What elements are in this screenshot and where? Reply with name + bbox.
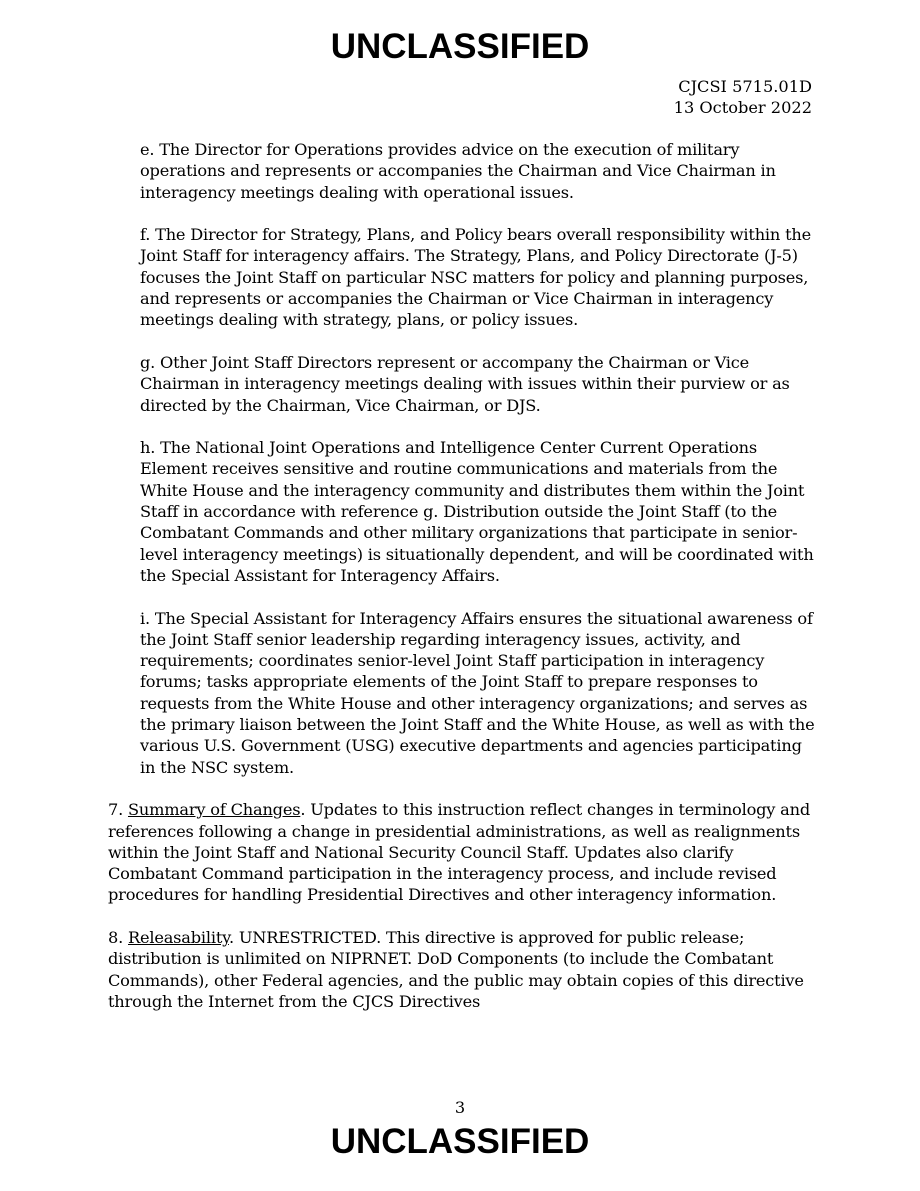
classification-banner-top: UNCLASSIFIED — [330, 27, 590, 66]
section-8-releasability — [108, 927, 820, 1012]
section-8-text: . UNRESTRICTED. This directive is approved for public release; distribution is unlimited on NIPRNET. DoD Components (to include the Combatant Commands), other Federal agencies, and the public may obtain copies of this directive through the Internet from the CJCS Directives — [108, 927, 804, 1011]
section-8-title: Releasability — [128, 927, 229, 947]
paragraph-e: e. The Director for Operations provides advice on the execution of military operations and represents or accompanies the Chairman and Vice Chairman in interagency meetings dealing with operational issues. — [140, 140, 776, 202]
section-7-summary-of-changes — [108, 799, 820, 905]
paragraph-f: f. The Director for Strategy, Plans, and Policy bears overall responsibility within the Joint Staff for interagency affairs. The Strategy, Plans, and Policy Directorate (J-5) focuses the Joint Staff on particular NSC matters for policy and planning purposes, and represents or accompanies the Chairman or Vice Chairman in interagency meetings dealing with strategy, plans, or policy issues. — [140, 225, 811, 330]
document-number: CJCSI 5715.01D — [678, 77, 812, 96]
classification-banner-bottom: UNCLASSIFIED — [330, 1122, 590, 1161]
paragraph-h: h. The National Joint Operations and Intelligence Center Current Operations Element receives sensitive and routine communications and materials from the White House and the interagency community and distributes them within the Joint Staff in accordance with reference g. Distribution outside the Joint Staff (to the Combatant Commands and other military organizations that participate in senior-level interagency meetings) is situationally dependent, and will be coordinated with the Special Assistant for Interagency Affairs. — [140, 438, 814, 585]
paragraph-i: i. The Special Assistant for Interagency Affairs ensures the situational awareness of the Joint Staff senior leadership regarding interagency issues, activity, and requirements; coordinates senior-level Joint Staff participation in interagency forums; tasks appropriate elements of the Joint Staff to prepare responses to requests from the White House and other interagency organizations; and serves as the primary liaison between the Joint Staff and the White House, as well as with the various U.S. Government (USG) executive departments and agencies participating in the NSC system. — [140, 608, 815, 777]
paragraph-g: g. Other Joint Staff Directors represent or accompany the Chairman or Vice Chairman in interagency meetings dealing with issues within their purview or as directed by the Chairman, Vice Chairman, or DJS. — [140, 352, 790, 415]
document-date: 13 October 2022 — [673, 98, 812, 117]
section-8-number: 8. — [108, 927, 128, 947]
section-7-text: . Updates to this instruction reflect changes in terminology and references following a change in presidential administrations, as well as realignments within the Joint Staff and National Security Council Staff. Updates also clarify Combatant Command participation in the interagency process, and include revised procedures for handling Presidential Directives and other interagency information. — [108, 800, 811, 905]
document-body — [108, 139, 820, 1033]
document-id-block — [674, 76, 812, 118]
section-7-number: 7. — [108, 800, 128, 820]
section-7-title: Summary of Changes — [128, 800, 301, 820]
page-number: 3 — [454, 1098, 466, 1117]
